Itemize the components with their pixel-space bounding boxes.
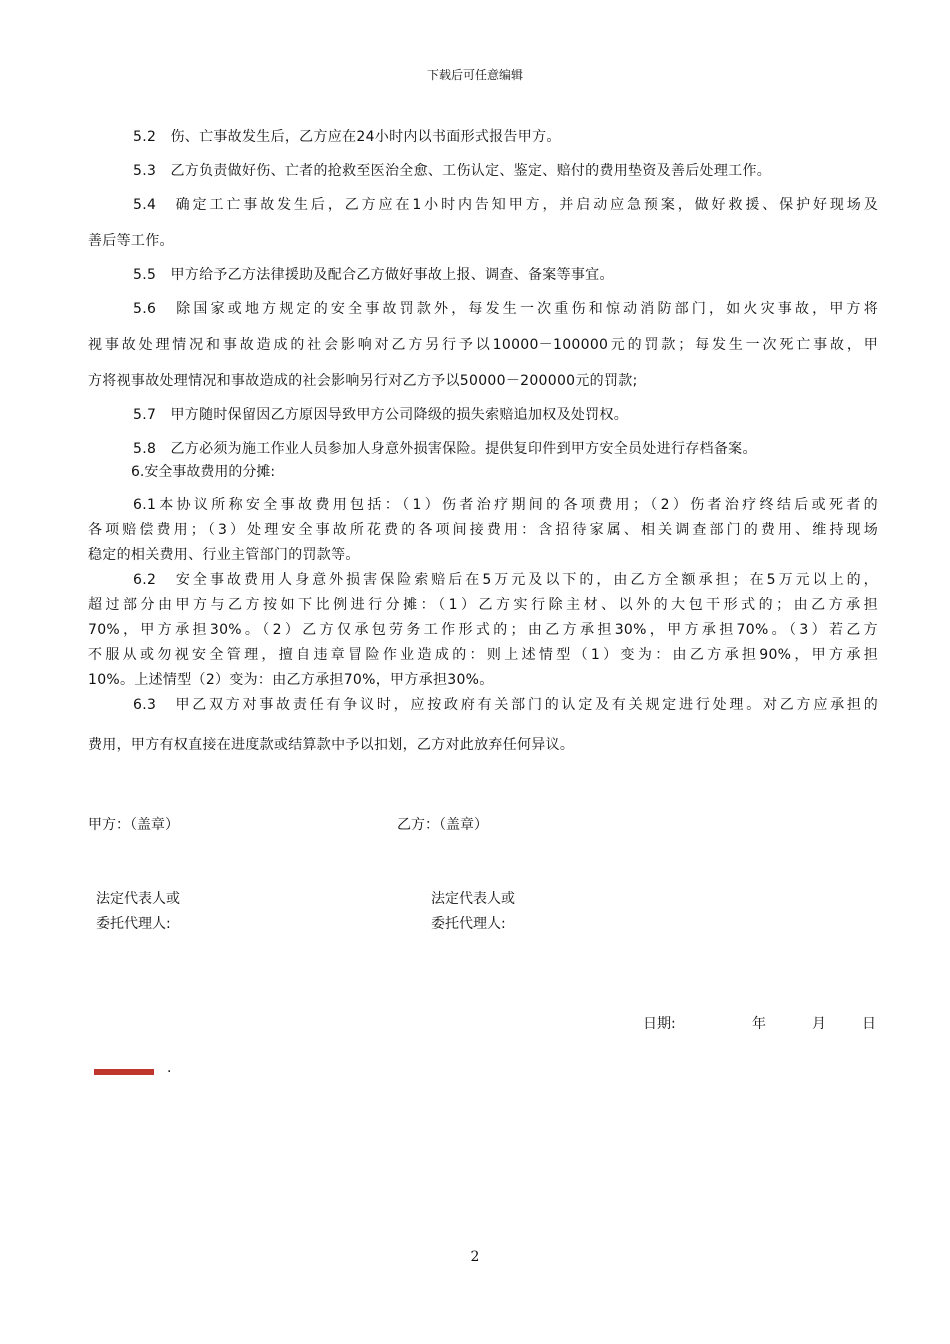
- date-day: 日: [862, 1016, 876, 1032]
- clause-6-2-line-4: 不服从或勿视安全管理，擅自违章冒险作业造成的：则上述情型（1）变为：由乙方承担90%，甲方承担: [88, 647, 878, 663]
- clause-5-5: 5.5 甲方给予乙方法律援助及配合乙方做好事故上报、调查、备案等事宜。: [133, 267, 614, 283]
- clause-6-2-line-2: 超过部分由甲方与乙方按如下比例进行分摊：（1）乙方实行除主材、以外的大包干形式的；由乙方承担: [88, 597, 878, 613]
- page-header: 下载后可任意编辑: [426, 68, 523, 82]
- clause-5-7: 5.7 甲方随时保留因乙方原因导致甲方公司降级的损失索赔追加权及处罚权。: [133, 407, 629, 423]
- clause-5-8: 5.8 乙方必须为施工作业人员参加人身意外损害保险。提供复印件到甲方安全员处进行存档备案。: [133, 441, 757, 457]
- clause-5-3: 5.3 乙方负责做好伤、亡者的抢救至医治全愈、工伤认定、鉴定、赔付的费用垫资及善后处理工作。: [133, 163, 772, 179]
- section-6-title: 6.安全事故费用的分摊:: [131, 464, 276, 480]
- clause-5-6-line-3: 方将视事故处理情况和事故造成的社会影响另行对乙方予以50000－200000元的罚款;: [88, 373, 638, 389]
- clause-6-2-line-5: 10%。上述情型（2）变为：由乙方承担70%，甲方承担30%。: [88, 672, 494, 688]
- clause-6-1-line-1: 6.1本协议所称安全事故费用包括：（1）伤者治疗期间的各项费用；（2）伤者治疗终结后或死者的: [133, 497, 878, 513]
- clause-5-4-line-1: 5.4 确定工亡事故发生后，乙方应在1小时内告知甲方，并启动应急预案，做好救援、保护好现场及: [133, 197, 878, 213]
- clause-6-1-line-2: 各项赔偿费用；（3）处理安全事故所花费的各项间接费用：含招待家属、相关调查部门的费用、维持现场: [88, 522, 878, 538]
- clause-5-6-line-2: 视事故处理情况和事故造成的社会影响对乙方另行予以10000－100000元的罚款；每发生一次死亡事故，甲: [88, 337, 878, 353]
- party-b-seal-label: 乙方：（盖章）: [397, 817, 488, 833]
- party-b-rep-line-2: 委托代理人:: [431, 916, 506, 932]
- party-a-rep-line-2: 委托代理人:: [96, 916, 171, 932]
- clause-6-3-line-2: 费用，甲方有权直接在进度款或结算款中予以扣划，乙方对此放弃任何异议。: [88, 737, 575, 753]
- date-label: 日期:: [643, 1016, 676, 1032]
- clause-6-3-line-1: 6.3 甲乙双方对事故责任有争议时，应按政府有关部门的认定及有关规定进行处理。对乙方应承担的: [133, 697, 878, 713]
- clause-5-2: 5.2 伤、亡事故发生后，乙方应在24小时内以书面形式报告甲方。: [133, 129, 561, 145]
- party-a-seal-label: 甲方：（盖章）: [88, 817, 179, 833]
- date-month: 月: [812, 1016, 826, 1032]
- red-accent-bar: [94, 1069, 154, 1075]
- clause-6-2-line-1: 6.2 安全事故费用人身意外损害保险索赔后在5万元及以下的，由乙方全额承担；在5万元以上的，: [133, 572, 878, 588]
- party-b-rep-line-1: 法定代表人或: [431, 891, 515, 907]
- date-year: 年: [752, 1016, 766, 1032]
- footer-dot: .: [167, 1060, 172, 1076]
- clause-5-6-line-1: 5.6 除国家或地方规定的安全事故罚款外，每发生一次重伤和惊动消防部门，如火灾事故，甲方将: [133, 301, 878, 317]
- page-number: 2: [470, 1249, 480, 1265]
- clause-5-4-line-2: 善后等工作。: [88, 233, 174, 249]
- clause-6-2-line-3: 70%，甲方承担30%。（2）乙方仅承包劳务工作形式的；由乙方承担30%，甲方承担70%。（3）若乙方: [88, 622, 878, 638]
- party-a-rep-line-1: 法定代表人或: [96, 891, 180, 907]
- clause-6-1-line-3: 稳定的相关费用、行业主管部门的罚款等。: [88, 547, 360, 563]
